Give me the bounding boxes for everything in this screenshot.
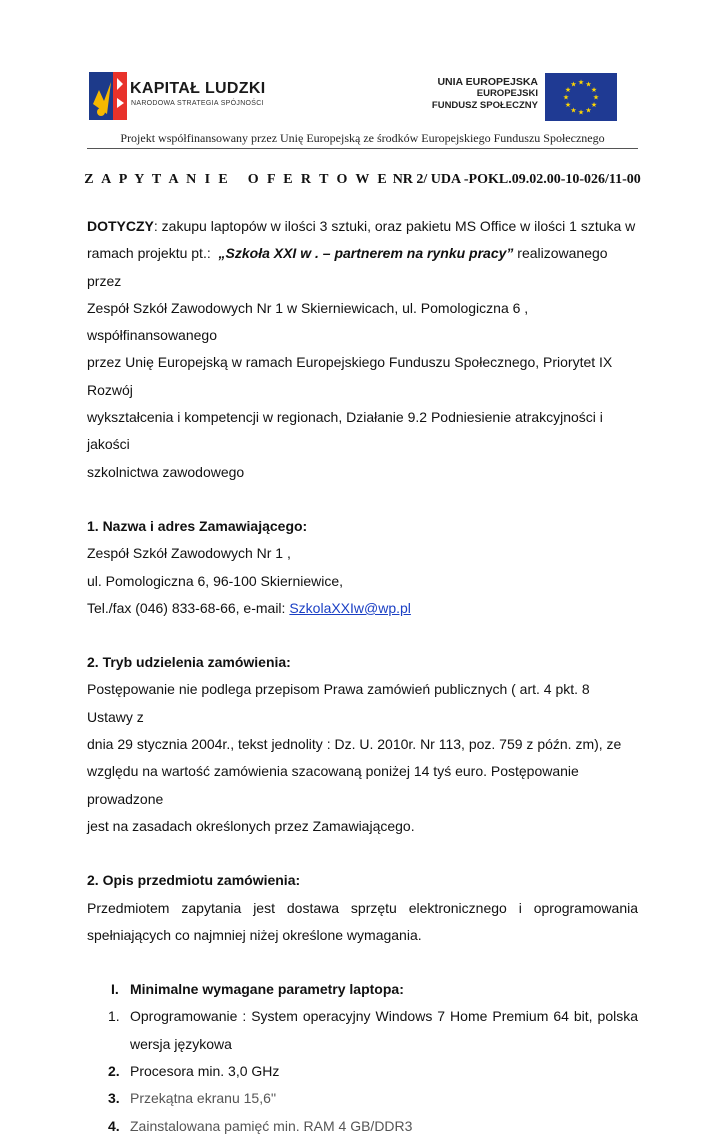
section2-heading: 2. Tryb udzielenia zamówienia: xyxy=(87,654,291,671)
intro-label: DOTYCZY xyxy=(87,218,154,234)
eu-star-icon: ★ xyxy=(570,81,577,89)
title-number: NR 2/ UDA -POKL.09.02.00-10-026/11-00 xyxy=(392,172,641,187)
eu-star-icon: ★ xyxy=(570,107,577,115)
requirement-item-1: 1. Oprogramowanie : System operacyjny Windows 7 Home Premium 64 bit, polska wersja językowa xyxy=(108,1008,638,1052)
email-link[interactable]: SzkolaXXIw@wp.pl xyxy=(289,599,411,616)
requirement-item-3: 3. Przekątna ekranu 15,6'' xyxy=(108,1090,277,1107)
intro-line-4: przez Unię Europejską w ramach Europejskiego Funduszu Społecznego, Priorytet IX Rozwój xyxy=(87,354,613,398)
title-spaced: Z A P Y T A N I E O F E R T O W E xyxy=(84,172,390,187)
document-body xyxy=(87,213,638,1140)
eu-flag xyxy=(545,73,617,121)
section1-name: Zespół Szkół Zawodowych Nr 1 , xyxy=(87,545,291,562)
section2-line-3: względu na wartość zamówienia szacowaną poniżej 14 tyś euro. Postępowanie prowadzone xyxy=(87,763,579,807)
project-cofinancing-line: Projekt współfinansowany przez Unię Europejską ze środków Europejskiego Funduszu Społecznego xyxy=(120,131,605,145)
eu-star-icon: ★ xyxy=(585,81,592,89)
intro-line-6: szkolnictwa zawodowego xyxy=(87,463,245,480)
eu-star-icon: ★ xyxy=(564,102,572,109)
eu-star-icon: ★ xyxy=(590,102,598,109)
requirement-item-4: 4. Zainstalowana pamięć min. RAM 4 GB/DDR3 xyxy=(108,1117,413,1134)
eu-star-icon: ★ xyxy=(564,87,572,94)
header-divider xyxy=(87,148,638,149)
eu-line-2: EUROPEJSKI xyxy=(476,88,538,99)
eu-star-icon: ★ xyxy=(585,107,592,115)
logo-left-subtitle: NARODOWA STRATEGIA SPÓJNOŚCI xyxy=(131,100,264,107)
section1-address: ul. Pomologiczna 6, 96-100 Skierniewice, xyxy=(87,572,344,589)
eu-line-1: UNIA EUROPEJSKA xyxy=(437,76,538,88)
eu-star-icon: ★ xyxy=(577,79,585,87)
logo-left-title: KAPITAŁ LUDZKI xyxy=(130,80,266,97)
requirements-heading: I. Minimalne wymagane parametry laptopa: xyxy=(87,976,638,1003)
document-title xyxy=(0,172,725,188)
eu-line-3: FUNDUSZ SPOŁECZNY xyxy=(431,100,538,111)
section3-line-2: spełniających co najmniej niżej określone wymagania. xyxy=(87,926,422,943)
section2-line-2: dnia 29 stycznia 2004r., tekst jednolity : Dz. U. 2010r. Nr 113, poz. 759 z późn. zm), ze xyxy=(87,736,622,753)
section3-heading: 2. Opis przedmiotu zamówienia: xyxy=(87,872,301,889)
eu-star-icon: ★ xyxy=(577,109,585,117)
project-name: „Szkoła XXI w . – partnerem na rynku pracy” xyxy=(218,245,514,262)
intro-line-1: DOTYCZY: zakupu laptopów w ilości 3 sztuki, oraz pakietu MS Office w ilości 1 sztuka w xyxy=(87,218,636,234)
section1-heading: 1. Nazwa i adres Zamawiającego: xyxy=(87,517,308,534)
section2-line-1: Postępowanie nie podlega przepisom Prawa zamówień publicznych ( art. 4 pkt. 8 Ustawy z xyxy=(87,681,590,725)
intro-line-2: ramach projektu pt.: „Szkoła XXI w . – partnerem na rynku pracy” realizowanego przez xyxy=(87,245,608,289)
eu-star-icon: ★ xyxy=(592,94,600,102)
eu-star-icon: ★ xyxy=(562,94,570,102)
requirements-numeral: I. xyxy=(111,981,119,998)
requirement-item-2: 2. Procesora min. 3,0 GHz xyxy=(108,1063,280,1080)
eu-logo-text xyxy=(430,76,538,112)
eu-star-icon: ★ xyxy=(590,87,598,94)
eu-flag-icon xyxy=(545,73,617,121)
section2-line-4: jest na zasadach określonych przez Zamawiającego. xyxy=(87,817,415,834)
section3-line-1: Przedmiotem zapytania jest dostawa sprzętu elektronicznego i oprogramowania xyxy=(87,899,638,916)
intro-line-3: Zespół Szkół Zawodowych Nr 1 w Skierniewicach, ul. Pomologiczna 6 , współfinansowanego xyxy=(87,299,529,344)
section1-contact: Tel./fax (046) 833-68-66, e-mail: SzkolaXXIw@wp.pl xyxy=(87,599,411,616)
intro-line-5: wykształcenia i kompetencji w regionach, Działanie 9.2 Podniesienie atrakcyjności i jakości xyxy=(87,409,603,453)
